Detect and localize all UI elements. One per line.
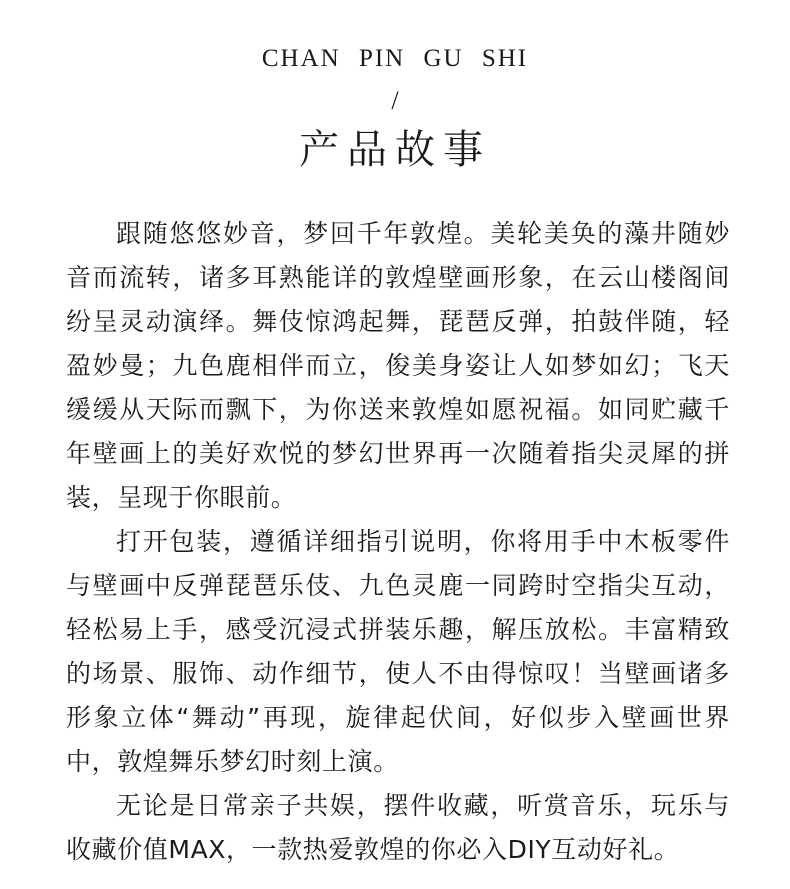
story-paragraph: 打开包装，遵循详细指引说明，你将用手中木板零件与壁画中反弹琵琶乐伎、九色灵鹿一同跨时空指尖互动，轻松易上手，感受沉浸式拼装乐趣，解压放松。丰富精致的场景、服饰、动作细节，使人不由得惊叹！当壁画诸多形象立体“舞动”再现，旋律起伏间，好似步入壁画世界中，敦煌舞乐梦幻时刻上演。 xyxy=(66,527,730,776)
story-paragraph: 无论是日常亲子共娱，摆件收藏，听赏音乐，玩乐与收藏价值MAX，一款热爱敦煌的你必入DIY互动好礼。 xyxy=(66,791,730,864)
pinyin-heading: CHAN PIN GU SHI xyxy=(261,45,529,72)
story-paragraph: 跟随悠悠妙音，梦回千年敦煌。美轮美奂的藻井随妙音而流转，诸多耳熟能详的敦煌壁画形象，在云山楼阁间纷呈灵动演绎。舞伎惊鸿起舞，琵琶反弹，拍鼓伴随，轻盈妙曼；九色鹿相伴而立，俊美身姿让人如梦如幻；飞天缓缓从天际而飘下，为你送来敦煌如愿祝福。如同贮藏千年壁画上的美好欢悦的梦幻世界再一次随着指尖灵犀的拼装，呈现于你眼前。 xyxy=(66,219,730,512)
slash-divider: / xyxy=(391,86,399,115)
page-title: 产品故事 xyxy=(299,127,491,173)
story-body xyxy=(66,212,730,872)
